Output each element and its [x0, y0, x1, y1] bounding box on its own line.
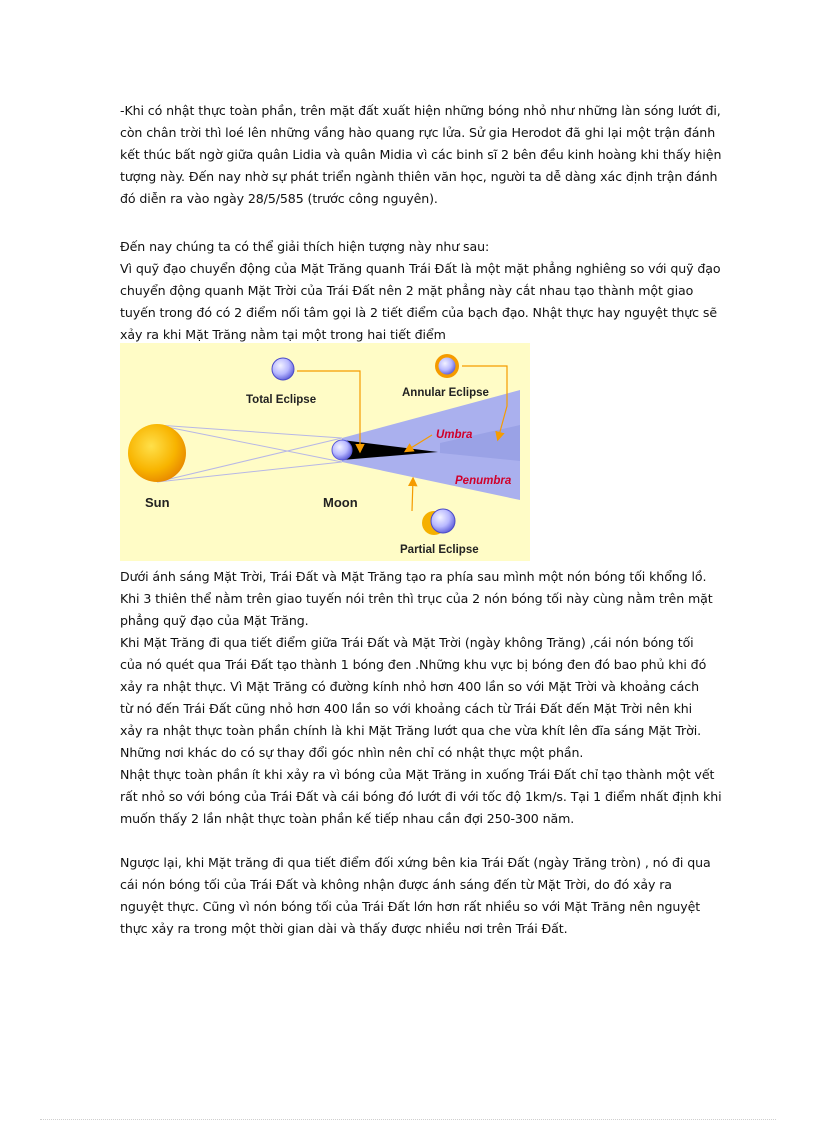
text-line: tuyến trong đó có 2 điểm nối tâm gọi là 2 tiết điểm của bạch đạo. Nhật thực hay nguyệt thực sẽ [120, 305, 718, 320]
text-line: Nhật thực toàn phần ít khi xảy ra vì bóng của Mặt Trăng in xuống Trái Đất chỉ tạo thành một vết [120, 767, 715, 782]
eclipse-diagram [120, 343, 530, 561]
paragraph-explanation [120, 236, 721, 346]
paragraph-solar-eclipse [120, 566, 722, 830]
annular-moon-icon [439, 358, 456, 375]
text-line: Vì quỹ đạo chuyển động của Mặt Trăng quanh Trái Đất là một mặt phẳng nghiêng so với quỹ đạo [120, 261, 721, 276]
text-line: kết thúc bất ngờ giữa quân Lidia và quân Midia vì các binh sĩ 2 bên đều kinh hoàng khi thấy hiện [120, 147, 722, 162]
text-line: Những nơi khác do có sự thay đổi góc nhìn nên chỉ có nhật thực một phần. [120, 745, 584, 760]
text-line: nguyệt thực. Cũng vì nón bóng tối của Trái Đất lớn hơn rất nhiều so với Mặt Trăng nên nguyệt [120, 899, 701, 914]
text-line: từ nó đến Trái Đất cũng nhỏ hơn 400 lần so với khoảng cách từ Trái Đất đến Mặt Trời nên khi [120, 701, 693, 716]
text-line: rất nhỏ so với bóng của Trái Đất và cái bóng đó lướt đi với tốc độ 1km/s. Tại 1 điểm nhất định khi [120, 789, 722, 804]
sun-icon [128, 424, 186, 482]
label-total-eclipse: Total Eclipse [246, 394, 317, 406]
text-line: chuyển động quanh Mặt Trời của Trái Đất nên 2 mặt phẳng này cắt nhau tạo thành một giao [120, 283, 694, 298]
text-line: Khi Mặt Trăng đi qua tiết điểm giữa Trái Đất và Mặt Trời (ngày không Trăng) ,cái nón bóng tối [120, 635, 694, 650]
text-line: Ngược lại, khi Mặt trăng đi qua tiết điểm đối xứng bên kia Trái Đất (ngày Trăng tròn) , nó đi qua [120, 855, 711, 870]
text-line: tượng này. Đến nay nhờ sự phát triển ngành thiên văn học, người ta dễ dàng xác định trận đánh [120, 169, 718, 184]
text-line: cái nón bóng tối của Trái Đất và không nhận được ánh sáng đến từ Mặt Trời, do đó xảy ra [120, 877, 672, 892]
text-line: xảy ra nhật thực toàn phần chính là khi Mặt Trăng lướt qua che vừa khít lên đĩa sáng Mặt Trời. [120, 723, 702, 738]
page-bottom-divider [40, 1119, 776, 1120]
label-umbra: Umbra [436, 429, 473, 441]
text-line: thực xảy ra trong một thời gian dài và thấy được nhiều nơi trên Trái Đất. [120, 921, 568, 936]
text-line: -Khi có nhật thực toàn phần, trên mặt đất xuất hiện những bóng nhỏ như những làn sóng lướt đi, [120, 103, 721, 118]
text-line: muốn thấy 2 lần nhật thực toàn phần kế tiếp nhau cần đợi 250-300 năm. [120, 811, 575, 826]
label-moon: Moon [323, 495, 358, 510]
text-line: xảy ra nhật thực. Vì Mặt Trăng có đường kính nhỏ hơn 400 lần so với Mặt Trời và khoảng cách [120, 679, 699, 694]
label-partial-eclipse: Partial Eclipse [400, 544, 479, 556]
text-line: Khi 3 thiên thể nằm trên giao tuyến nói trên thì trục của 2 nón bóng tối này cùng nằm trên mặt [120, 591, 713, 606]
partial-eclipse-moon-icon [431, 509, 455, 533]
text-line: phẳng quỹ đạo của Mặt Trăng. [120, 613, 309, 628]
moon-icon [332, 440, 352, 460]
text-line: Dưới ánh sáng Mặt Trời, Trái Đất và Mặt Trăng tạo ra phía sau mình một nón bóng tối khổng lồ. [120, 569, 707, 584]
text-line: đó diễn ra vào ngày 28/5/585 (trước công nguyên). [120, 191, 438, 206]
text-line: xảy ra khi Mặt Trăng nằm tại một trong hai tiết điểm [120, 327, 446, 342]
text-line: Đến nay chúng ta có thể giải thích hiện tượng này như sau: [120, 239, 490, 254]
paragraph-lunar-eclipse [120, 852, 710, 940]
text-line: của nó quét qua Trái Đất tạo thành 1 bóng đen .Những khu vực bị bóng đen đó bao phủ khi đó [120, 657, 707, 672]
label-penumbra: Penumbra [455, 475, 512, 487]
paragraph-herodot [120, 100, 722, 210]
label-annular-eclipse: Annular Eclipse [402, 387, 489, 399]
text-line: còn chân trời thì loé lên những vầng hào quang rực lửa. Sử gia Herodot đã ghi lại một trận đánh [120, 125, 716, 140]
label-sun: Sun [145, 495, 170, 510]
total-eclipse-moon-icon [272, 358, 294, 380]
